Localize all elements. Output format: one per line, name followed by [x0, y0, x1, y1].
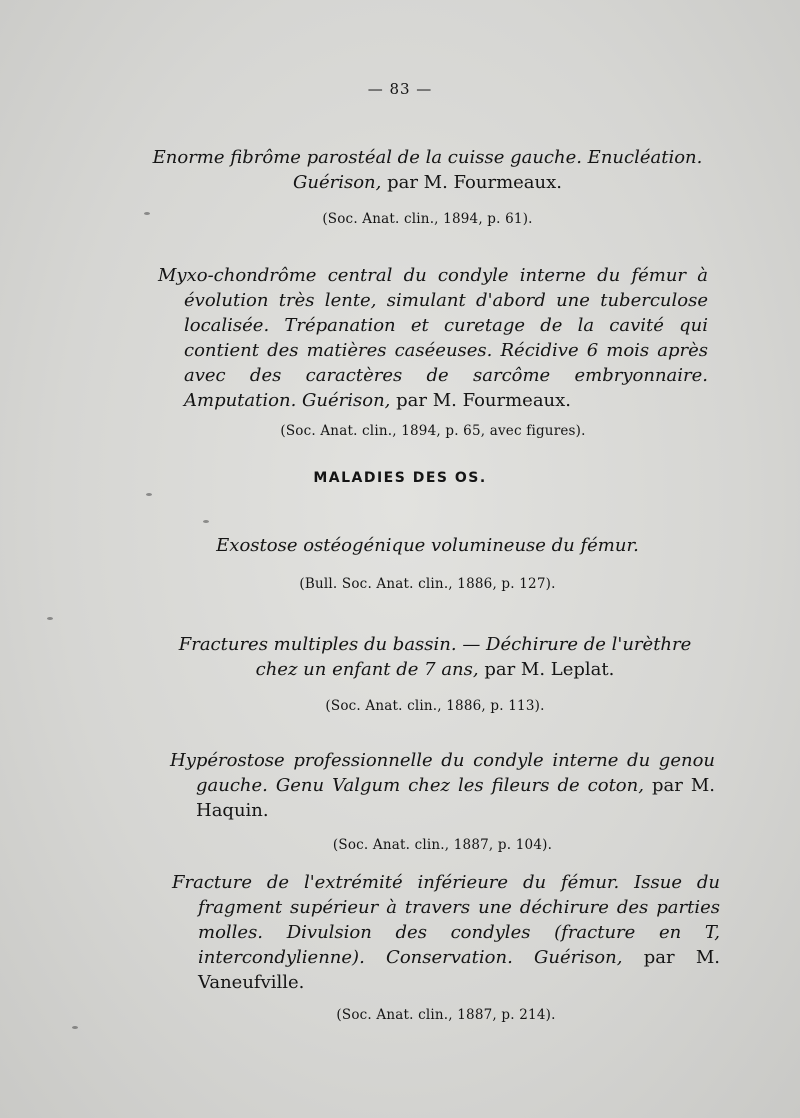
entry-exostose: [150, 533, 705, 592]
entry-title-text: Hypérostose professionnelle du condyle interne du genou gauche. Genu Valgum chez les fileurs de coton,: [170, 750, 715, 796]
entry-title: [150, 533, 705, 558]
entry-reference: (Soc. Anat. clin., 1887, p. 214).: [336, 1007, 556, 1023]
entry-title-text: Fractures multiples du bassin. — Déchirure de l'urèthre chez un enfant de 7 ans,: [178, 634, 692, 680]
entry-myxo-chondrome: [158, 263, 708, 439]
entry-reference: (Soc. Anat. clin., 1894, p. 65, avec figures).: [280, 423, 586, 439]
paper-speck: [146, 493, 152, 496]
entry-fractures-bassin: [160, 632, 710, 714]
entry-title-text: Enorme fibrôme parostéal de la cuisse gauche. Enucléation. Guérison,: [152, 147, 703, 193]
entry-title-text: Exostose ostéogénique volumineuse du fémur.: [216, 535, 639, 556]
entry-reference: (Bull. Soc. Anat. clin., 1886, p. 127).: [299, 576, 556, 592]
entry-title-text: Myxo-chondrôme central du condyle interne du fémur à évolution très lente, simulant d'abord une tuberculose localisée. Trépanation et curetage de la cavité qui contient des matières caséeuses. Récidive 6 mois après avec des caractères de sarcôme embryonnaire. Amputation. Guérison,: [158, 265, 708, 411]
entry-author: par M. Fourmeaux.: [381, 172, 562, 193]
paper-speck: [72, 1026, 78, 1029]
entry-title-text: Fracture de l'extrémité inférieure du fémur. Issue du fragment supérieur à travers une déchirure des parties molles. Divulsion des condyles (fracture en T, intercondylienne). Conservation. Guérison,: [172, 872, 720, 968]
entry-reference: (Soc. Anat. clin., 1887, p. 104).: [332, 837, 553, 853]
entry-fracture-femur: [172, 870, 720, 1023]
page-number: — 83 —: [367, 80, 433, 98]
entry-title: [160, 632, 710, 682]
entry-author: par M. Vaneufville.: [198, 947, 720, 993]
entry-reference: (Soc. Anat. clin., 1894, p. 61).: [322, 211, 533, 227]
entry-title: [170, 748, 715, 823]
entry-reference: (Soc. Anat. clin., 1886, p. 113).: [325, 698, 545, 714]
section-heading: MALADIES DES OS.: [313, 470, 487, 486]
paper-speck: [203, 520, 209, 523]
entry-author: par M. Fourmeaux.: [390, 390, 572, 411]
entry-title: [150, 145, 705, 195]
paper-speck: [47, 617, 53, 620]
entry-hyperostose: [170, 748, 715, 853]
entry-author: par M. Haquin.: [196, 775, 715, 821]
entry-title: [172, 870, 720, 995]
entry-title: [158, 263, 708, 413]
entry-author: par M. Leplat.: [478, 659, 615, 680]
entry-fibrome: [150, 145, 705, 227]
paper-speck: [144, 212, 150, 215]
